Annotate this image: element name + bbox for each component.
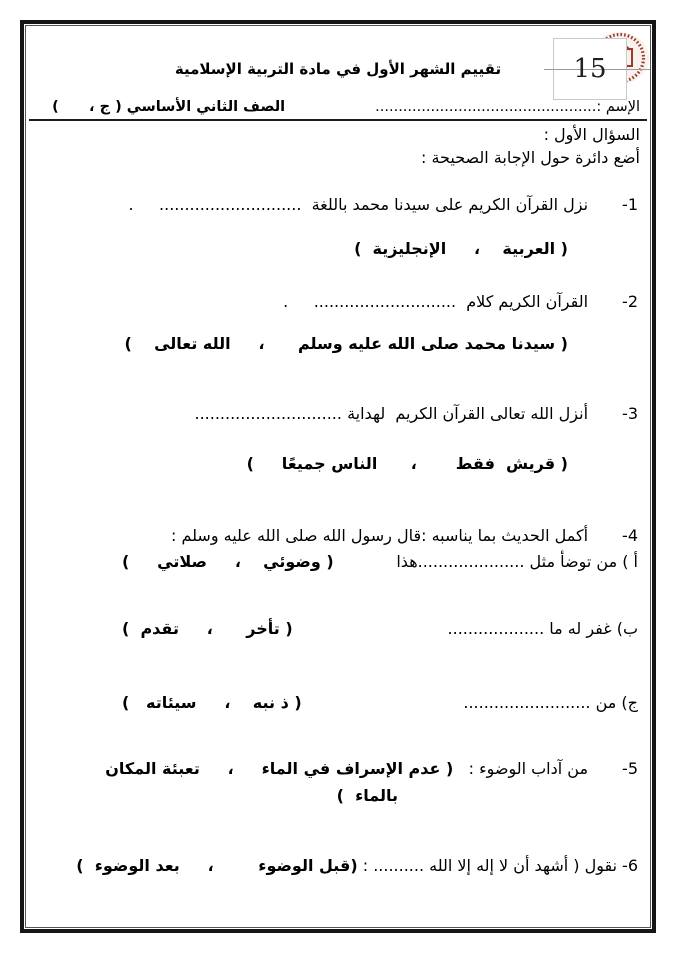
question-1-text: نزل القرآن الكريم على سيدنا محمد باللغة ............................ .	[128, 195, 589, 214]
question-6	[76, 855, 638, 877]
question-3-text: أنزل الله تعالى القرآن الكريم لهداية .............................	[194, 404, 589, 423]
question-5-text: من آداب الوضوء :	[453, 759, 589, 778]
score-value: 15	[573, 54, 607, 84]
question-4-number: 4-	[622, 526, 638, 545]
question-2-text: القرآن الكريم كلام ............................ .	[283, 292, 589, 311]
question-5-number: 5-	[622, 759, 638, 778]
question-3-number: 3-	[622, 404, 638, 423]
class-label: الصف الثاني الأساسي ( ج ، )	[52, 99, 286, 115]
question-4-sub-b-options: ( تأخر ، تقدم )	[122, 619, 293, 638]
question-1	[129, 194, 639, 216]
worksheet-page	[20, 20, 656, 933]
question-3-options: ( قريش فقط ، الناس جميعًا )	[246, 454, 568, 473]
question-2-options: ( سيدنا محمد صلى الله عليه وسلم ، الله تعالى )	[124, 334, 568, 353]
question-4	[171, 525, 638, 547]
question-5	[105, 758, 638, 780]
question-4-sub-b-label: ب) غفر له ما ...................	[447, 619, 638, 638]
question-6-options: (قبل الوضوء ، بعد الوضوء )	[76, 856, 358, 875]
question-4-sub-a-label: أ ) من توضأ مثل .....................هذا	[396, 552, 638, 571]
question-1-number: 1-	[622, 195, 638, 214]
name-row	[36, 98, 640, 117]
question-4-sub-a	[122, 551, 638, 573]
question-3	[194, 403, 638, 425]
question-5-options-line1: ( عدم الإسراف في الماء ، تعبئة المكان	[105, 759, 454, 778]
question-4-text: أكمل الحديث بما يناسبه :قال رسول الله صلى الله عليه وسلم :	[171, 526, 589, 545]
name-field: الإسم :................................................	[375, 99, 640, 115]
question-4-sub-b	[122, 618, 638, 640]
question-5-options-line2: بالماء )	[336, 786, 398, 805]
question-4-sub-c	[122, 692, 638, 714]
question-4-sub-c-label: ج) من .........................	[463, 693, 638, 712]
question-4-sub-c-options: ( ذ نبه ، سيئاته )	[122, 693, 302, 712]
section-instruction: أضع دائرة حول الإجابة الصحيحة :	[420, 148, 640, 167]
page-title: تقييم الشهر الأول في مادة التربية الإسلامية	[174, 60, 502, 78]
question-6-number: 6-	[622, 856, 638, 875]
header-divider	[29, 119, 647, 121]
question-6-text: نقول ( أشهد أن لا إله إلا الله .......... :	[357, 856, 618, 875]
question-4-sub-a-options: ( وضوئي ، صلاتي )	[122, 552, 334, 571]
question-2-number: 2-	[622, 292, 638, 311]
section-title: السؤال الأول :	[543, 125, 640, 144]
question-2	[283, 291, 638, 313]
question-1-options: ( العربية ، الإنجليزية )	[354, 239, 568, 258]
